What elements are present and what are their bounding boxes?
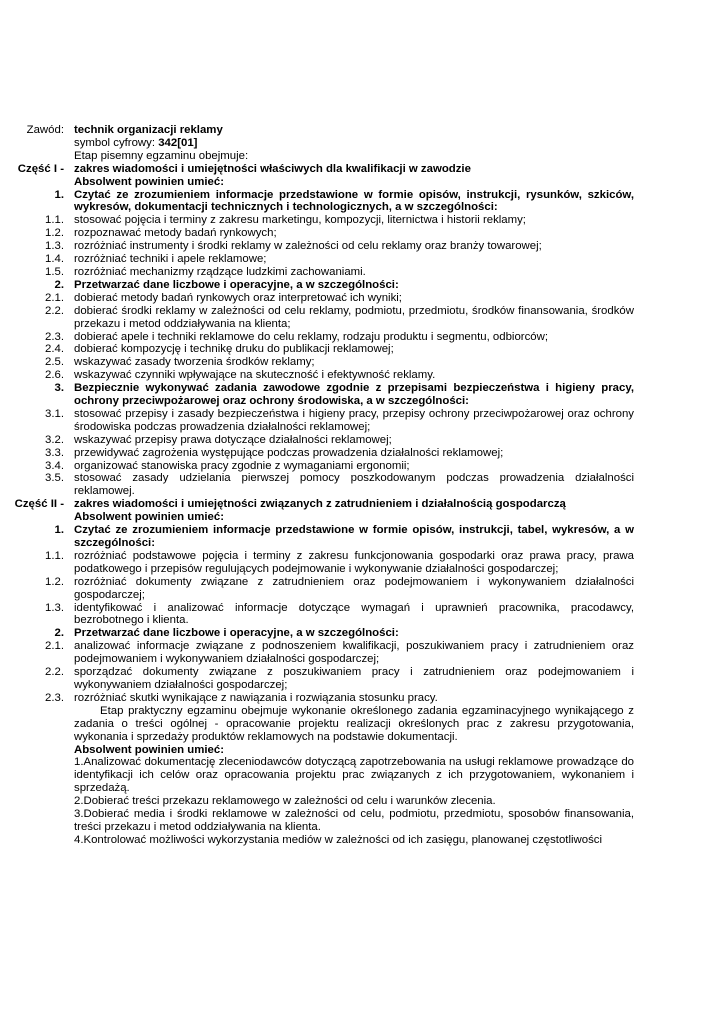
line-text bbox=[74, 343, 634, 356]
line-number: 1.2. bbox=[45, 227, 64, 240]
line-number: 3.2. bbox=[45, 433, 64, 446]
line-number: 2. bbox=[54, 627, 64, 640]
line-text bbox=[74, 795, 634, 808]
document-line bbox=[0, 434, 724, 447]
line-number bbox=[0, 795, 74, 808]
document-line bbox=[0, 795, 724, 808]
line-number bbox=[0, 744, 74, 757]
line-text bbox=[74, 705, 634, 744]
line-number: 1.1. bbox=[45, 549, 64, 562]
line-text bbox=[74, 214, 634, 227]
line-text-content: Czytać ze zrozumieniem informacje przedstawione w formie opisów, instrukcji, rysunków, szkiców, wykresów, dokumentacji technicznych i technologicznych, a w szczególności: bbox=[74, 188, 634, 214]
document-line bbox=[0, 382, 724, 408]
line-text bbox=[74, 576, 634, 602]
line-text-content: Czytać ze zrozumieniem informacje przedstawione w formie opisów, instrukcji, tabel, wykresów, a w szczególności: bbox=[74, 524, 634, 549]
line-text bbox=[74, 331, 634, 344]
line-number: 3.1. bbox=[45, 407, 64, 420]
line-number bbox=[0, 756, 74, 795]
document-line bbox=[0, 227, 724, 240]
line-number bbox=[0, 834, 74, 847]
line-number: 2.2. bbox=[45, 304, 64, 317]
line-number: 3.4. bbox=[45, 459, 64, 472]
line-number: 1.5. bbox=[45, 265, 64, 278]
document-line bbox=[0, 253, 724, 266]
line-text-content: rozpoznawać metody badań rynkowych; bbox=[74, 227, 277, 240]
document-line bbox=[0, 124, 724, 137]
line-number: 2.5. bbox=[45, 356, 64, 369]
line-text-content: 2.Dobierać treści przekazu reklamowego w zależności od celu i warunków zlecenia. bbox=[74, 795, 496, 808]
line-text-content: stosować przepisy i zasady bezpieczeństwa i higieny pracy, przepisy ochrony przeciwpożarowej oraz ochrony środowiska podczas prowadzenia działalności reklamowej; bbox=[74, 407, 634, 433]
line-text-content: rozróżniać dokumenty związane z zatrudnieniem oraz podejmowaniem i wykonywaniem działalności gospodarczej; bbox=[74, 575, 634, 601]
line-text-content: wskazywać czynniki wpływające na skuteczność i efektywność reklamy. bbox=[74, 369, 436, 382]
line-text bbox=[74, 124, 634, 137]
document-line bbox=[0, 331, 724, 344]
line-text bbox=[74, 408, 634, 434]
line-text bbox=[74, 602, 634, 628]
line-number: 2.2. bbox=[45, 666, 64, 679]
line-text-content: dobierać środki reklamy w zależności od celu reklamy, podmiotu, przedmiotu, środków finansowania, środków przekazu i metod oddziaływania na klienta; bbox=[74, 304, 634, 330]
document-line bbox=[0, 511, 724, 524]
document-line bbox=[0, 369, 724, 382]
document-line bbox=[0, 602, 724, 628]
line-text-content: sporządzać dokumenty związane z poszukiwaniem pracy i zatrudnieniem oraz podejmowaniem i wykonywaniem działalności gospodarczej; bbox=[74, 666, 634, 691]
line-number: 1.4. bbox=[45, 253, 64, 266]
line-text-content: Etap praktyczny egzaminu obejmuje wykonanie określonego zadania egzaminacyjnego wynikającego z zadania o treści ogólnej - opracowanie projektu realizacji określonych prac z zakresu przygotowania, wykonania i sprzedaży produktów reklamowych na podstawie dokumentacji. bbox=[74, 704, 634, 743]
document-line bbox=[0, 705, 724, 744]
document-line bbox=[0, 214, 724, 227]
line-text-content: Absolwent powinien umieć: bbox=[74, 743, 224, 756]
document-line bbox=[0, 447, 724, 460]
line-number: 2.4. bbox=[45, 343, 64, 356]
line-number: 2.6. bbox=[45, 369, 64, 382]
line-text-content: zakres wiadomości i umiejętności związanych z zatrudnieniem i działalnością gospodarczą bbox=[74, 498, 566, 511]
line-text-content: dobierać apele i techniki reklamowe do celu reklamy, rodzaju produktu i segmentu, odbiorców; bbox=[74, 330, 549, 343]
line-text-content: 4.Kontrolować możliwości wykorzystania mediów w zależności od ich zasięgu, planowanej częstotliwości bbox=[74, 833, 602, 846]
document-line bbox=[0, 279, 724, 292]
line-text-content: przewidywać zagrożenia występujące podczas prowadzenia działalności reklamowej; bbox=[74, 446, 504, 459]
line-text-content: identyfikować i analizować informacje dotyczące wymagań i uprawnień pracownika, pracodawcy, bezrobotnego i klienta. bbox=[74, 601, 634, 627]
line-number: Zawód: bbox=[26, 124, 64, 136]
document-line bbox=[0, 150, 724, 163]
line-text bbox=[74, 382, 634, 408]
line-text bbox=[74, 524, 634, 550]
line-text bbox=[74, 369, 634, 382]
line-number: 2.3. bbox=[45, 691, 64, 704]
document-line bbox=[0, 137, 724, 150]
line-text-content: Absolwent powinien umieć: bbox=[74, 511, 224, 524]
document-line bbox=[0, 343, 724, 356]
line-number: 3.5. bbox=[45, 472, 64, 485]
line-text-content: Absolwent powinien umieć: bbox=[74, 175, 224, 188]
line-number: 2. bbox=[54, 278, 64, 291]
document-line bbox=[0, 292, 724, 305]
line-text-content: zakres wiadomości i umiejętności właściwych dla kwalifikacji w zawodzie bbox=[74, 162, 471, 175]
line-text-content: wskazywać przepisy prawa dotyczące działalności reklamowej; bbox=[74, 433, 392, 446]
document-line bbox=[0, 808, 724, 834]
line-number: 1.3. bbox=[45, 240, 64, 253]
line-number: 2.3. bbox=[45, 330, 64, 343]
line-text-content: wskazywać zasady tworzenia środków reklamy; bbox=[74, 356, 315, 369]
line-text-content: organizować stanowiska pracy zgodnie z wymaganiami ergonomii; bbox=[74, 459, 410, 472]
document-line bbox=[0, 692, 724, 705]
document-line bbox=[0, 356, 724, 369]
line-text-content: rozróżniać skutki wynikające z nawiązania i rozwiązania stosunku pracy. bbox=[74, 691, 438, 704]
line-text-content: symbol cyfrowy: bbox=[74, 136, 159, 149]
line-number bbox=[0, 150, 74, 163]
line-text-content: dobierać metody badań rynkowych oraz interpretować ich wyniki; bbox=[74, 291, 402, 304]
document-line bbox=[0, 576, 724, 602]
line-text bbox=[74, 227, 634, 240]
line-text-content: rozróżniać podstawowe pojęcia i terminy z zakresu funkcjonowania gospodarki oraz prawa pracy, prawa podatkowego i przepisów regulujących podejmowanie i wykonywanie działalności gospodarczej; bbox=[74, 549, 634, 575]
line-text bbox=[74, 240, 634, 253]
line-text-content: rozróżniać mechanizmy rządzące ludzkimi zachowaniami. bbox=[74, 265, 366, 278]
line-number: 1. bbox=[54, 524, 64, 537]
line-text-content: 3.Dobierać media i środki reklamowe w zależności od celu, podmiotu, przedmiotu, sposobów finansowania, treści przekazu i metod oddziaływania na klienta. bbox=[74, 808, 634, 833]
line-text-content: Bezpiecznie wykonywać zadania zawodowe zgodnie z przepisami bezpieczeństwa i higieny pracy, ochrony przeciwpożarowej oraz ochrony środowiska, a w szczególności: bbox=[74, 382, 634, 408]
line-number: 1. bbox=[54, 188, 64, 201]
document-line bbox=[0, 189, 724, 215]
line-text bbox=[74, 137, 634, 150]
line-number: 3. bbox=[54, 382, 64, 395]
document-line bbox=[0, 498, 724, 511]
line-text-content: Przetwarzać dane liczbowe i operacyjne, a w szczególności: bbox=[74, 627, 399, 640]
document-line bbox=[0, 305, 724, 331]
line-text bbox=[74, 756, 634, 795]
line-text bbox=[74, 253, 634, 266]
line-number bbox=[0, 808, 74, 834]
line-text-content: rozróżniać instrumenty i środki reklamy w zależności od celu reklamy oraz branży towarowej; bbox=[74, 240, 542, 253]
line-number: 3.3. bbox=[45, 446, 64, 459]
line-number: Część II - bbox=[14, 498, 64, 511]
document-line bbox=[0, 640, 724, 666]
line-text-content: 1.Analizować dokumentację zleceniodawców dotyczącą zapotrzebowania na usługi reklamowe prowadzące do identyfikacji ich celów oraz opracowania projektu prac związanych z ich przygotowaniem, wykonaniem i sprzedażą. bbox=[74, 756, 634, 795]
document-line bbox=[0, 163, 724, 176]
line-number bbox=[0, 137, 74, 150]
line-text bbox=[74, 550, 634, 576]
line-text bbox=[74, 279, 634, 292]
symbol-code: 342[01] bbox=[158, 136, 198, 149]
document-line bbox=[0, 550, 724, 576]
line-text bbox=[74, 292, 634, 305]
line-text-content: Etap pisemny egzaminu obejmuje: bbox=[74, 149, 249, 162]
document-line bbox=[0, 744, 724, 757]
line-text bbox=[74, 163, 634, 176]
line-text-content: technik organizacji reklamy bbox=[74, 124, 223, 136]
line-text bbox=[74, 305, 634, 331]
line-text bbox=[74, 189, 634, 215]
line-text bbox=[74, 834, 634, 847]
line-text bbox=[74, 460, 634, 473]
line-text bbox=[74, 498, 634, 511]
line-text-content: dobierać kompozycję i technikę druku do publikacji reklamowej; bbox=[74, 343, 394, 356]
document-line bbox=[0, 834, 724, 847]
line-text bbox=[74, 434, 634, 447]
document-line bbox=[0, 460, 724, 473]
line-text bbox=[74, 640, 634, 666]
line-number bbox=[0, 511, 74, 524]
line-text-content: stosować zasady udzielania pierwszej pomocy poszkodowanym podczas prowadzenia działalności reklamowej. bbox=[74, 472, 634, 498]
line-text bbox=[74, 176, 634, 189]
document-line bbox=[0, 524, 724, 550]
line-text-content: Przetwarzać dane liczbowe i operacyjne, a w szczególności: bbox=[74, 278, 399, 291]
line-number: 1.2. bbox=[45, 575, 64, 588]
line-text bbox=[74, 744, 634, 757]
document-line bbox=[0, 627, 724, 640]
line-text bbox=[74, 692, 634, 705]
line-number bbox=[0, 705, 74, 744]
line-text-content: stosować pojęcia i terminy z zakresu marketingu, kompozycji, liternictwa i historii reklamy; bbox=[74, 214, 526, 227]
line-number: 1.3. bbox=[45, 601, 64, 614]
document-line bbox=[0, 756, 724, 795]
line-text bbox=[74, 511, 634, 524]
document-line bbox=[0, 408, 724, 434]
document-line bbox=[0, 240, 724, 253]
document-line bbox=[0, 666, 724, 692]
line-text-content: analizować informacje związane z podnoszeniem kwalifikacji, poszukiwaniem pracy i zatrudnieniem oraz podejmowaniem i wykonywaniem działalności gospodarczej; bbox=[74, 640, 634, 666]
line-text-content: rozróżniać techniki i apele reklamowe; bbox=[74, 253, 267, 266]
line-number: 2.1. bbox=[45, 291, 64, 304]
document-line bbox=[0, 266, 724, 279]
line-text bbox=[74, 447, 634, 460]
line-text bbox=[74, 356, 634, 369]
line-text bbox=[74, 266, 634, 279]
line-number bbox=[0, 176, 74, 189]
document-line bbox=[0, 472, 724, 498]
document-line bbox=[0, 176, 724, 189]
line-text bbox=[74, 666, 634, 692]
line-text bbox=[74, 808, 634, 834]
document-body bbox=[0, 124, 724, 847]
line-text bbox=[74, 472, 634, 498]
line-number: 2.1. bbox=[45, 640, 64, 653]
line-text bbox=[74, 627, 634, 640]
line-text bbox=[74, 150, 634, 163]
line-number: Część I - bbox=[17, 162, 64, 175]
line-number: 1.1. bbox=[45, 214, 64, 227]
